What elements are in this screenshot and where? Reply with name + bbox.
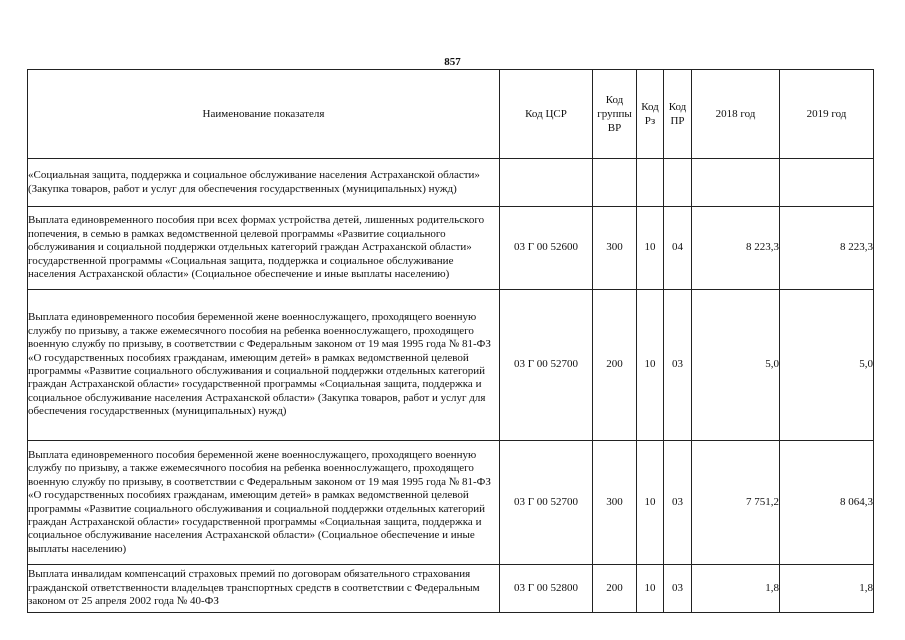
cell-2018: 8 223,3 (692, 207, 780, 290)
budget-table (27, 69, 874, 613)
cell-2018: 1,8 (692, 565, 780, 613)
cell-2018: 5,0 (692, 290, 780, 441)
cell-name: Выплата инвалидам компенсаций страховых премий по договорам обязательного страхования гражданской ответственности владельцев транспортных средств в соответствии с Федеральным законом от 25 апреля 2002 года № 40-ФЗ (28, 565, 500, 613)
cell-csr: 03 Г 00 52600 (500, 207, 593, 290)
table-row (28, 207, 874, 290)
cell-vr: 200 (593, 290, 637, 441)
cell-name: Выплата единовременного пособия беременной жене военнослужащего, проходящего военную службу по призыву, а также ежемесячного пособия на ребенка военнослужащего, проходящего военную службу по призыву, в соответствии с Федеральным законом от 19 мая 1995 года № 81-ФЗ «О государственных пособиях гражданам, имеющим детей» в рамках ведомственной целевой программы «Развитие социального обслуживания и социальной поддержки отдельных категорий граждан Астраханской области» государственной программы «Социальная защита, поддержка и социальное обслуживание населения Астраханской области» (Закупка товаров, работ и услуг для обеспечения государственных (муниципальных) нужд) (28, 290, 500, 441)
header-csr: Код ЦСР (500, 70, 593, 159)
cell-pr: 03 (664, 290, 692, 441)
cell-vr (593, 159, 637, 207)
table-row (28, 159, 874, 207)
cell-2019: 8 064,3 (780, 441, 874, 565)
table-row (28, 441, 874, 565)
header-rz: Код Рз (637, 70, 664, 159)
cell-rz: 10 (637, 207, 664, 290)
cell-csr (500, 159, 593, 207)
cell-2018 (692, 159, 780, 207)
cell-name: «Социальная защита, поддержка и социальное обслуживание населения Астраханской области» (Закупка товаров, работ и услуг для обеспечения государственных (муниципальных) нужд) (28, 159, 500, 207)
cell-rz: 10 (637, 441, 664, 565)
page-number: 857 (444, 56, 461, 68)
header-vr: Код группы ВР (593, 70, 637, 159)
cell-2019 (780, 159, 874, 207)
cell-csr: 03 Г 00 52800 (500, 565, 593, 613)
cell-rz: 10 (637, 290, 664, 441)
cell-csr: 03 Г 00 52700 (500, 441, 593, 565)
cell-csr: 03 Г 00 52700 (500, 290, 593, 441)
cell-rz (637, 159, 664, 207)
header-name: Наименование показателя (28, 70, 500, 159)
cell-name: Выплата единовременного пособия при всех формах устройства детей, лишенных родительского попечения, в семью в рамках ведомственной целевой программы «Развитие социального обслуживания и социальной поддержки отдельных категорий граждан Астраханской области» государственной программы «Социальная защита, поддержка и социальное обслуживание населения Астраханской области» (Социальное обеспечение и иные выплаты населению) (28, 207, 500, 290)
cell-pr: 03 (664, 441, 692, 565)
cell-pr (664, 159, 692, 207)
cell-2019: 8 223,3 (780, 207, 874, 290)
cell-2018: 7 751,2 (692, 441, 780, 565)
header-row (28, 70, 874, 159)
table-row (28, 565, 874, 613)
cell-2019: 5,0 (780, 290, 874, 441)
cell-pr: 03 (664, 565, 692, 613)
header-2018: 2018 год (692, 70, 780, 159)
cell-vr: 300 (593, 441, 637, 565)
cell-name: Выплата единовременного пособия беременной жене военнослужащего, проходящего военную службу по призыву, а также ежемесячного пособия на ребенка военнослужащего, проходящего военную службу по призыву, в соответствии с Федеральным законом от 19 мая 1995 года № 81-ФЗ «О государственных пособиях гражданам, имеющим детей» в рамках ведомственной целевой программы «Развитие социального обслуживания и социальной поддержки отдельных категорий граждан Астраханской области» государственной программы «Социальная защита, поддержка и социальное обслуживание населения Астраханской области» (Социальное обеспечение и иные выплаты населению) (28, 441, 500, 565)
cell-vr: 200 (593, 565, 637, 613)
cell-pr: 04 (664, 207, 692, 290)
cell-rz: 10 (637, 565, 664, 613)
cell-vr: 300 (593, 207, 637, 290)
table-row (28, 290, 874, 441)
header-pr: Код ПР (664, 70, 692, 159)
header-2019: 2019 год (780, 70, 874, 159)
cell-2019: 1,8 (780, 565, 874, 613)
